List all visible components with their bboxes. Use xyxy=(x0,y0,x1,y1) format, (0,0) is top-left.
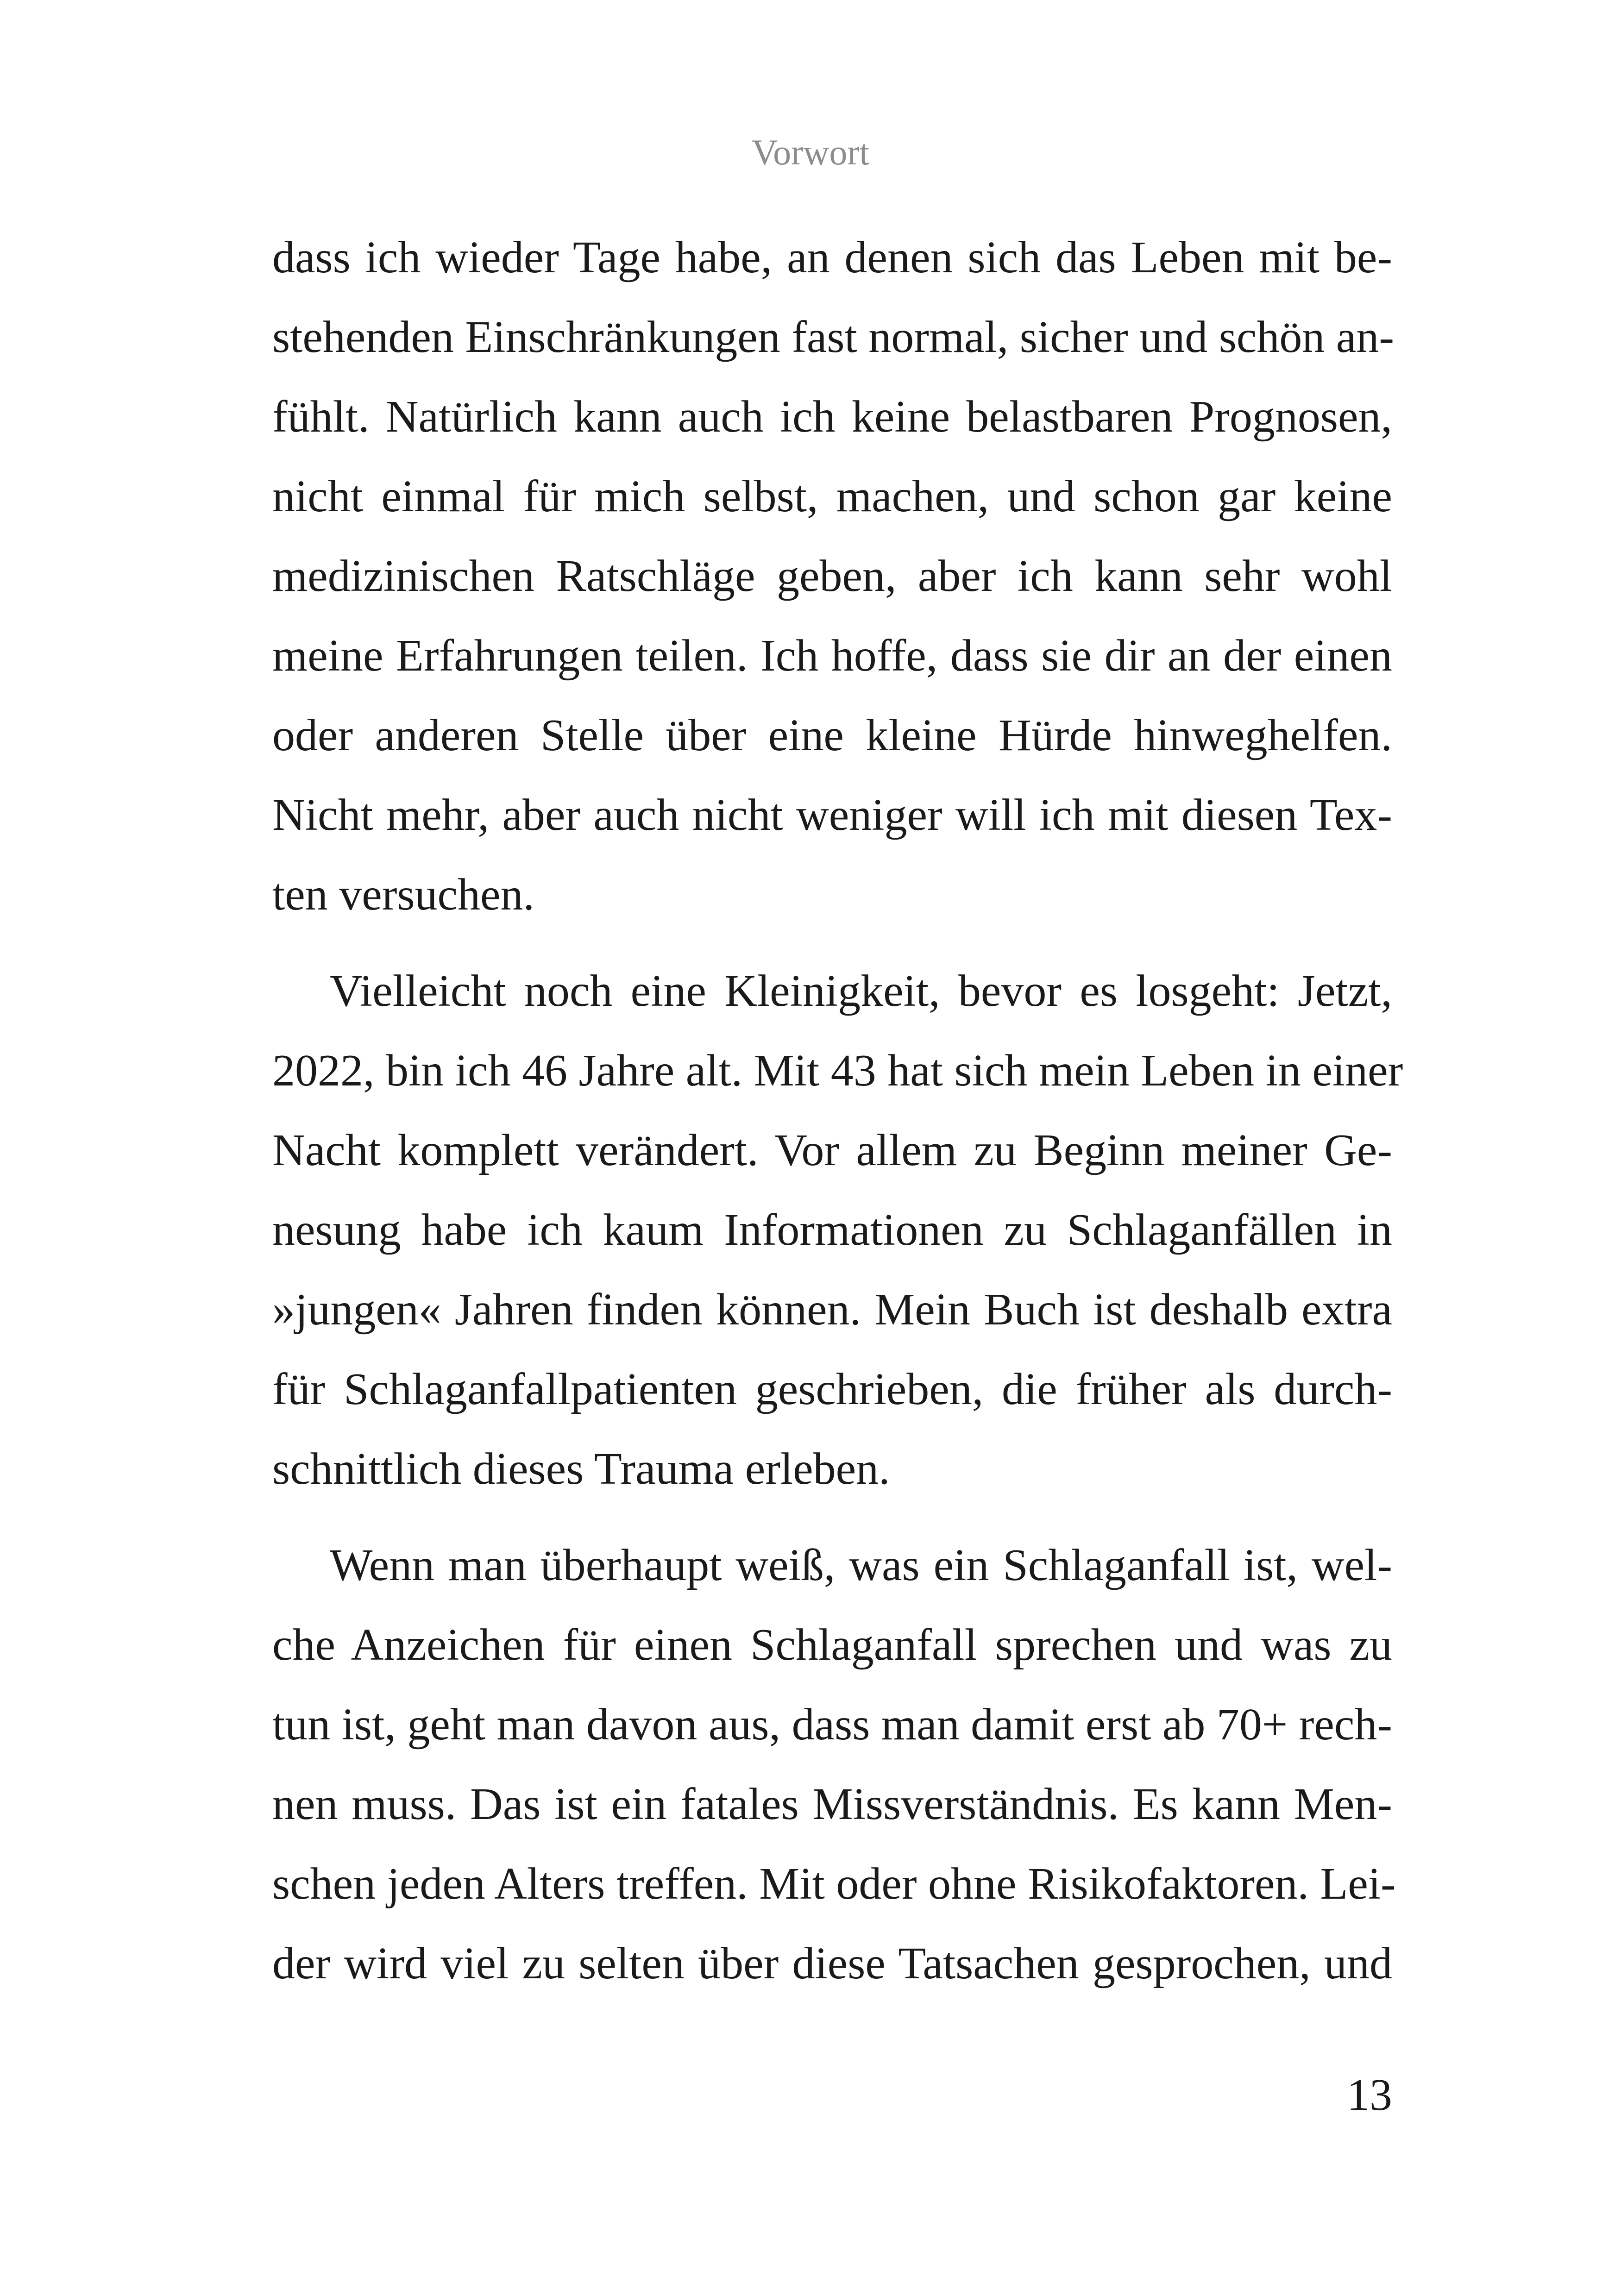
text-line: che Anzeichen für einen Schlaganfall sprechen und was zu xyxy=(272,1620,1392,1670)
text-line: der wird viel zu selten über diese Tatsachen gesprochen, und xyxy=(272,1938,1392,1989)
text-line: medizinischen Ratschläge geben, aber ich kann sehr wohl xyxy=(272,551,1392,601)
text-line: tun ist, geht man davon aus, dass man damit erst ab 70+ rech- xyxy=(272,1700,1392,1750)
text-line: nen muss. Das ist ein fatales Missverständnis. Es kann Men- xyxy=(272,1779,1392,1829)
text-line: meine Erfahrungen teilen. Ich hoffe, dass sie dir an der einen xyxy=(272,631,1392,681)
text-line: schnittlich dieses Trauma erleben. xyxy=(272,1444,890,1494)
text-line: nicht einmal für mich selbst, machen, und schon gar keine xyxy=(272,471,1392,521)
paragraph-1 xyxy=(272,218,1395,935)
text-line: »jungen« Jahren finden können. Mein Buch ist deshalb extra xyxy=(272,1285,1392,1335)
paragraph-2 xyxy=(272,951,1403,1509)
paragraph-3 xyxy=(272,1525,1396,2003)
text-line: Nicht mehr, aber auch nicht weniger will ich mit diesen Tex- xyxy=(272,790,1392,840)
body-text xyxy=(272,218,1403,2003)
text-line: 2022, bin ich 46 Jahre alt. Mit 43 hat sich mein Leben in einer xyxy=(272,1046,1403,1096)
running-head-title: Vorwort xyxy=(751,132,870,172)
page-number: 13 xyxy=(1347,2070,1392,2120)
text-line: dass ich wieder Tage habe, an denen sich das Leben mit be- xyxy=(272,232,1392,282)
text-line: nesung habe ich kaum Informationen zu Schlaganfällen in xyxy=(272,1205,1392,1255)
text-line: Nacht komplett verändert. Vor allem zu Beginn meiner Ge- xyxy=(272,1125,1392,1175)
text-line: stehenden Einschränkungen fast normal, sicher und schön an- xyxy=(272,312,1395,362)
text-line: oder anderen Stelle über eine kleine Hürde hinweghelfen. xyxy=(272,710,1392,760)
text-line: ten versuchen. xyxy=(272,870,534,920)
text-line: fühlt. Natürlich kann auch ich keine belastbaren Prognosen, xyxy=(272,392,1392,442)
text-line: Wenn man überhaupt weiß, was ein Schlaganfall ist, wel- xyxy=(330,1540,1392,1590)
text-line: für Schlaganfallpatienten geschrieben, die früher als durch- xyxy=(272,1364,1392,1414)
text-line: schen jeden Alters treffen. Mit oder ohne Risikofaktoren. Lei- xyxy=(272,1859,1396,1909)
text-line: Vielleicht noch eine Kleinigkeit, bevor es losgeht: Jetzt, xyxy=(330,966,1392,1016)
